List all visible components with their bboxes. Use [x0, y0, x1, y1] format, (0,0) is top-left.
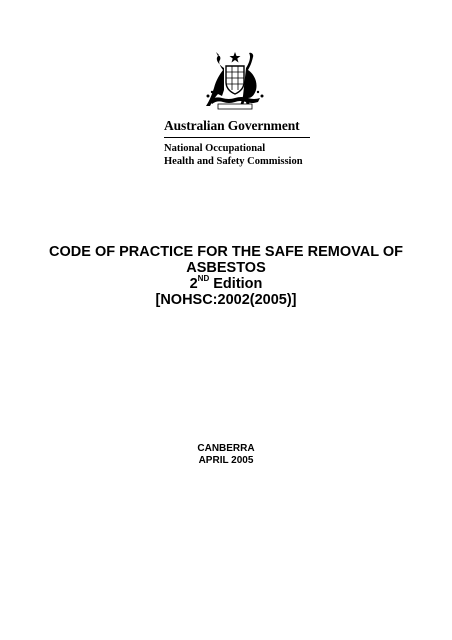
- edition-suffix: ND: [197, 274, 210, 284]
- edition-word: Edition: [213, 276, 263, 292]
- agency-line-2: Health and Safety Commission: [164, 156, 303, 167]
- publication-place: CANBERRA: [197, 443, 255, 454]
- publication-info: [0, 443, 452, 467]
- government-name: Australian Government: [164, 118, 300, 133]
- government-logo: [150, 50, 320, 166]
- document-reference: [NOHSC:2002(2005)]: [155, 292, 297, 308]
- agency-line-1: National Occupational: [164, 143, 266, 154]
- edition-line: [0, 276, 452, 292]
- agency-name: [164, 142, 303, 168]
- document-title: [0, 244, 452, 308]
- header-divider: [164, 137, 310, 138]
- publication-date: APRIL 2005: [198, 455, 254, 466]
- title-line-2: ASBESTOS: [186, 260, 266, 276]
- coat-of-arms-icon: [196, 50, 274, 114]
- edition-number: 2: [189, 276, 198, 292]
- title-line-1: CODE OF PRACTICE FOR THE SAFE REMOVAL OF: [49, 244, 403, 260]
